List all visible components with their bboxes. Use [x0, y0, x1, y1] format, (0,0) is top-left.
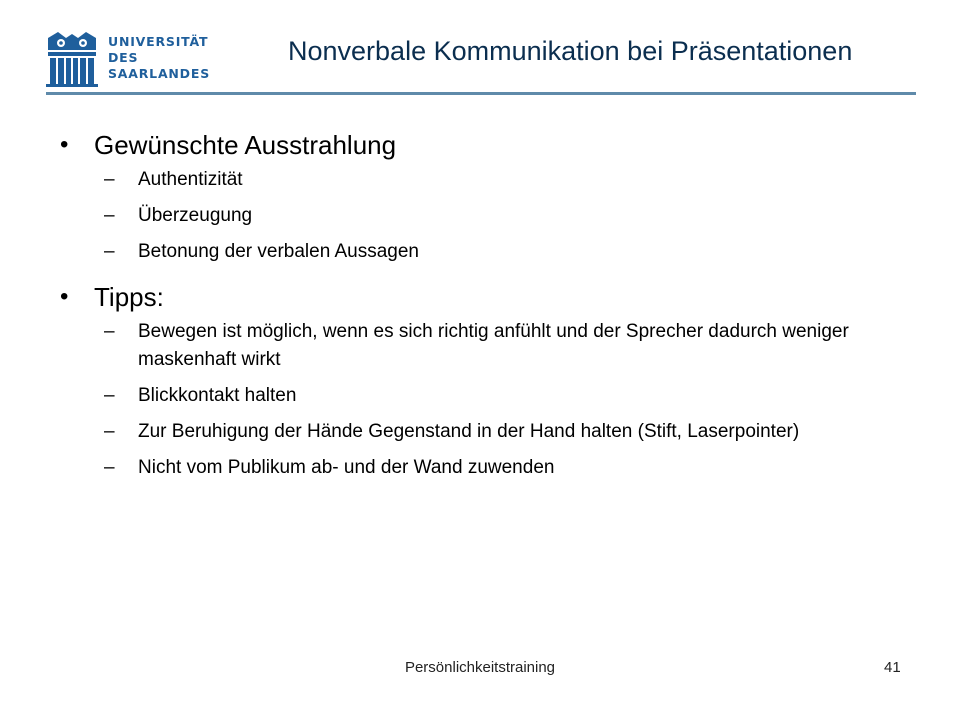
sub-item-text: Blickkontakt halten — [138, 385, 297, 406]
logo-line-2: DES — [108, 50, 139, 65]
dash-icon: – — [104, 241, 115, 262]
slide-content — [60, 122, 880, 482]
sub-item-text: Nicht vom Publikum ab- und der Wand zuwenden — [138, 457, 555, 478]
sub-item — [104, 318, 880, 374]
sub-item-text: Betonung der verbalen Aussagen — [138, 241, 419, 262]
dash-icon: – — [104, 169, 115, 190]
dash-icon: – — [104, 421, 115, 442]
dash-icon: – — [104, 321, 115, 342]
bullet-section-1 — [60, 128, 880, 162]
sub-item-text: Bewegen ist möglich, wenn es sich richtig anfühlt und der Sprecher dadurch weniger maskenhaft wirkt — [138, 321, 849, 370]
title-divider — [46, 92, 916, 95]
section-heading: Gewünschte Ausstrahlung — [94, 130, 397, 160]
sub-item — [104, 382, 880, 410]
logo-line-3: SAARLANDES — [108, 66, 210, 81]
sub-item — [104, 166, 880, 194]
sub-item — [104, 202, 880, 230]
sub-item — [104, 418, 880, 446]
logo-line-1: UNIVERSITÄT — [108, 34, 209, 49]
slide-title: Nonverbale Kommunikation bei Präsentationen — [288, 36, 853, 66]
bullet-section-2 — [60, 280, 880, 314]
footer-title: Persönlichkeitstraining — [404, 659, 556, 676]
university-owl-emblem-icon — [44, 30, 100, 88]
dash-icon: – — [104, 385, 115, 406]
dash-icon: – — [104, 205, 115, 226]
dash-icon: – — [104, 457, 115, 478]
sub-item-text: Authentizität — [138, 169, 243, 190]
sub-item-text: Überzeugung — [138, 205, 253, 226]
sub-item-text: Zur Beruhigung der Hände Gegenstand in der Hand halten (Stift, Laserpointer) — [138, 421, 800, 442]
bullet-icon: • — [60, 131, 69, 158]
section-heading: Tipps: — [94, 282, 164, 312]
sub-item — [104, 238, 880, 266]
sub-item — [104, 454, 880, 482]
bullet-icon: • — [60, 283, 69, 310]
page-number: 41 — [884, 659, 901, 676]
university-logo — [44, 30, 224, 90]
university-name — [108, 34, 210, 82]
